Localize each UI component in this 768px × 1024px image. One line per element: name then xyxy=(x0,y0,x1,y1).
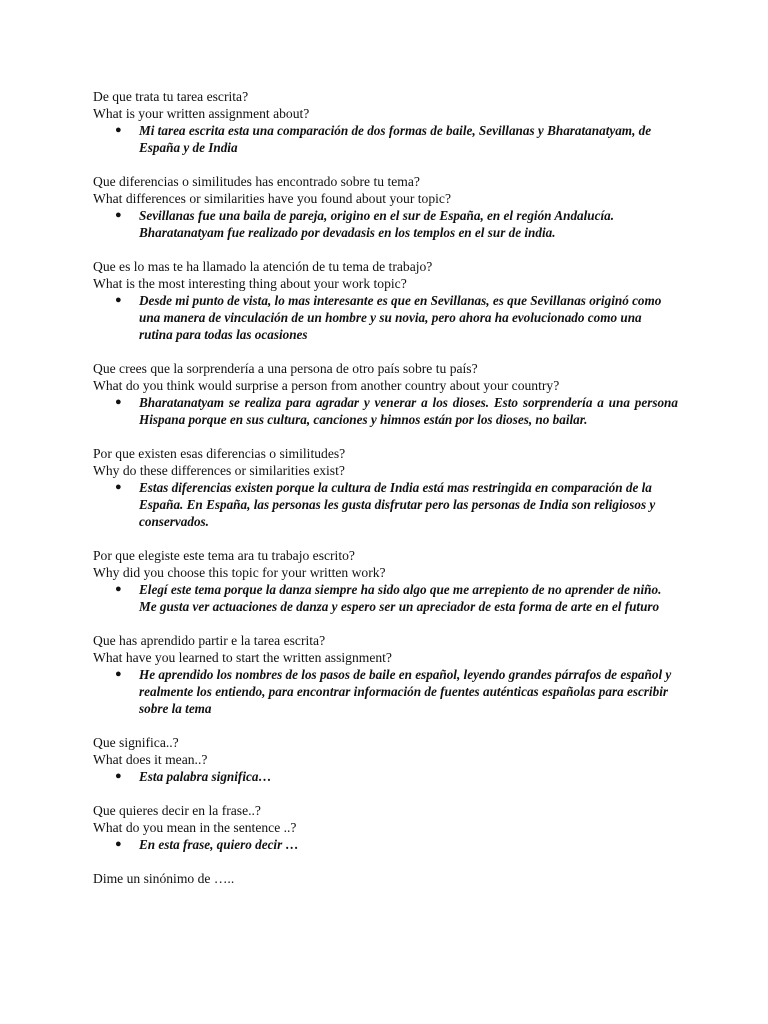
bullet-icon: ● xyxy=(115,124,122,136)
answer-item xyxy=(93,479,678,530)
answer-item xyxy=(93,666,678,717)
answer-text: Sevillanas fue una baila de pareja, origino en el sur de España, en el región Andalucía. Bharatanatyam fue realizado por devadasis en los templos en el sur de india. xyxy=(139,208,615,240)
answer-item xyxy=(93,836,678,853)
qa-section xyxy=(93,445,678,530)
qa-section xyxy=(93,258,678,343)
question-spanish: Que quieres decir en la frase..? xyxy=(93,803,261,818)
answer-item xyxy=(93,768,678,785)
final-prompt-line: Dime un sinónimo de ….. xyxy=(93,871,235,886)
question-spanish: Por que existen esas diferencias o similitudes? xyxy=(93,446,346,461)
bullet-icon: ● xyxy=(115,209,122,221)
qa-section xyxy=(93,88,678,156)
qa-section xyxy=(93,547,678,615)
question-english: What does it mean..? xyxy=(93,752,208,767)
answer-text: Esta palabra significa… xyxy=(139,769,272,784)
answer-text: Elegí este tema porque la danza siempre ha sido algo que me arrepiento de no aprender de niño. Me gusta ver actuaciones de danza y espero ser un apreciador de esta forma de arte en el futuro xyxy=(139,582,662,614)
bullet-icon: ● xyxy=(115,481,122,493)
bullet-icon: ● xyxy=(115,583,122,595)
answer-item xyxy=(93,581,678,615)
question-english: What do you mean in the sentence ..? xyxy=(93,820,297,835)
qa-section xyxy=(93,802,678,853)
question-spanish: De que trata tu tarea escrita? xyxy=(93,89,249,104)
question-spanish: Que has aprendido partir e la tarea escrita? xyxy=(93,633,326,648)
qa-section xyxy=(93,173,678,241)
qa-section xyxy=(93,734,678,785)
answer-text: Desde mi punto de vista, lo mas interesante es que en Sevillanas, es que Sevillanas originó como una manera de vinculación de un hombre y su novia, pero ahora ha evolucionado como una rutina para todas las ocasiones xyxy=(139,293,662,342)
document-content xyxy=(93,88,678,887)
question-spanish: Que significa..? xyxy=(93,735,179,750)
answer-item xyxy=(93,394,678,428)
qa-section xyxy=(93,360,678,428)
answer-text: He aprendido los nombres de los pasos de baile en español, leyendo grandes párrafos de español y realmente los entiendo, para encontrar información de fuentes auténticas españolas para escribir sobre la tema xyxy=(139,667,672,716)
question-spanish: Que es lo mas te ha llamado la atención de tu tema de trabajo? xyxy=(93,259,433,274)
bullet-icon: ● xyxy=(115,668,122,680)
bullet-icon: ● xyxy=(115,838,122,850)
question-english: Why do these differences or similarities exist? xyxy=(93,463,345,478)
question-spanish: Que crees que la sorprendería a una persona de otro país sobre tu país? xyxy=(93,361,478,376)
answer-text: Mi tarea escrita esta una comparación de dos formas de baile, Sevillanas y Bharatanatyam, de España y de India xyxy=(139,123,652,155)
question-spanish: Que diferencias o similitudes has encontrado sobre tu tema? xyxy=(93,174,420,189)
bullet-icon: ● xyxy=(115,770,122,782)
answer-item xyxy=(93,207,678,241)
answer-text: En esta frase, quiero decir … xyxy=(139,837,299,852)
answer-text: Estas diferencias existen porque la cultura de India está mas restringida en comparación de la España. En España, las personas les gusta disfrutar pero las personas de India son religiosos y conservados. xyxy=(139,480,656,529)
question-english: What is your written assignment about? xyxy=(93,106,310,121)
question-english: What do you think would surprise a person from another country about your country? xyxy=(93,378,560,393)
question-english: Why did you choose this topic for your written work? xyxy=(93,565,386,580)
question-english: What have you learned to start the written assignment? xyxy=(93,650,392,665)
question-spanish: Por que elegiste este tema ara tu trabajo escrito? xyxy=(93,548,355,563)
answer-item xyxy=(93,292,678,343)
question-english: What is the most interesting thing about your work topic? xyxy=(93,276,407,291)
answer-text: Bharatanatyam se realiza para agradar y venerar a los dioses. Esto sorprendería a una persona Hispana porque en sus cultura, canciones y himnos están por los dioses, no bailar. xyxy=(139,395,678,427)
qa-section xyxy=(93,632,678,717)
answer-item xyxy=(93,122,678,156)
bullet-icon: ● xyxy=(115,294,122,306)
bullet-icon: ● xyxy=(115,396,122,408)
question-english: What differences or similarities have you found about your topic? xyxy=(93,191,451,206)
